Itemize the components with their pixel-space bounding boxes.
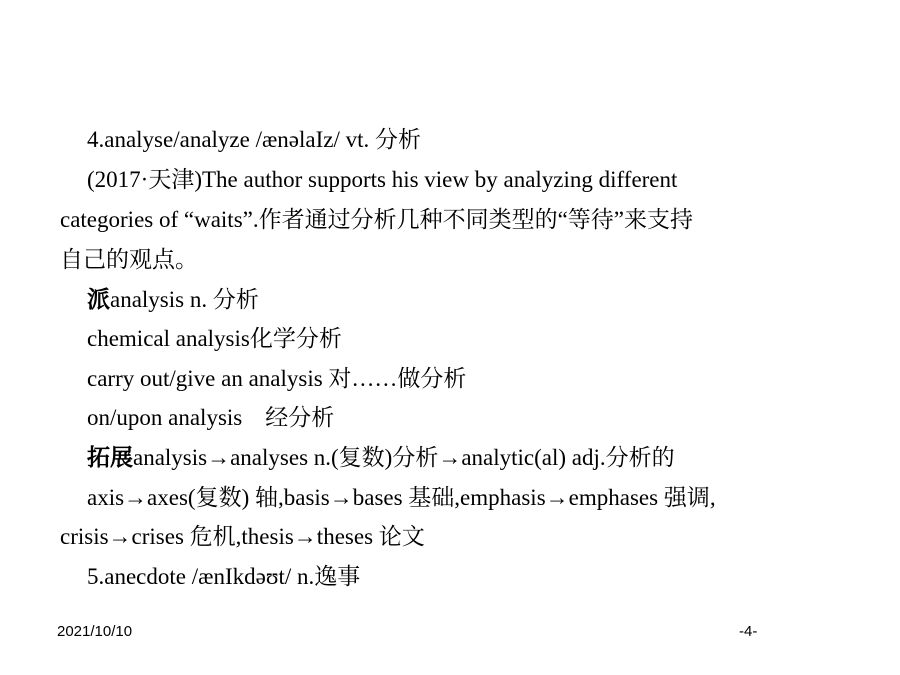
footer-date: 2021/10/10	[57, 623, 133, 640]
derivative-label: 派	[87, 287, 110, 312]
entry-anecdote-heading: 5.anecdote /ænIkdəʊt/ n.逸事	[87, 564, 361, 589]
extension-plurals-line-1: axis→axes(复数) 轴,basis→bases 基础,emphasis→emphases 强调,	[87, 485, 716, 510]
extension-text: analysis→analyses n.(复数)分析→analytic(al) adj.分析的	[133, 445, 675, 470]
extension-plurals-line-2: crisis→crises 危机,thesis→theses 论文	[60, 524, 425, 549]
derivative-line	[87, 286, 259, 314]
entry-analyse-heading: 4.analyse/analyze /ænəlaIz/ vt. 分析	[87, 127, 422, 152]
extension-line	[87, 444, 675, 472]
derivative-text: analysis n. 分析	[110, 287, 259, 312]
phrase-carry-out-analysis: carry out/give an analysis 对……做分析	[87, 366, 467, 391]
example-sentence-line-1: (2017·天津)The author supports his view by analyzing different	[87, 167, 678, 192]
example-sentence-line-2: categories of “waits”.作者通过分析几种不同类型的“等待”来支持	[60, 207, 694, 232]
footer-page-number: -4-	[739, 623, 758, 640]
extension-label: 拓展	[87, 445, 133, 470]
example-sentence-line-3: 自己的观点。	[60, 247, 198, 272]
phrase-chemical-analysis: chemical analysis化学分析	[87, 326, 342, 351]
phrase-on-analysis: on/upon analysis 经分析	[87, 405, 335, 430]
